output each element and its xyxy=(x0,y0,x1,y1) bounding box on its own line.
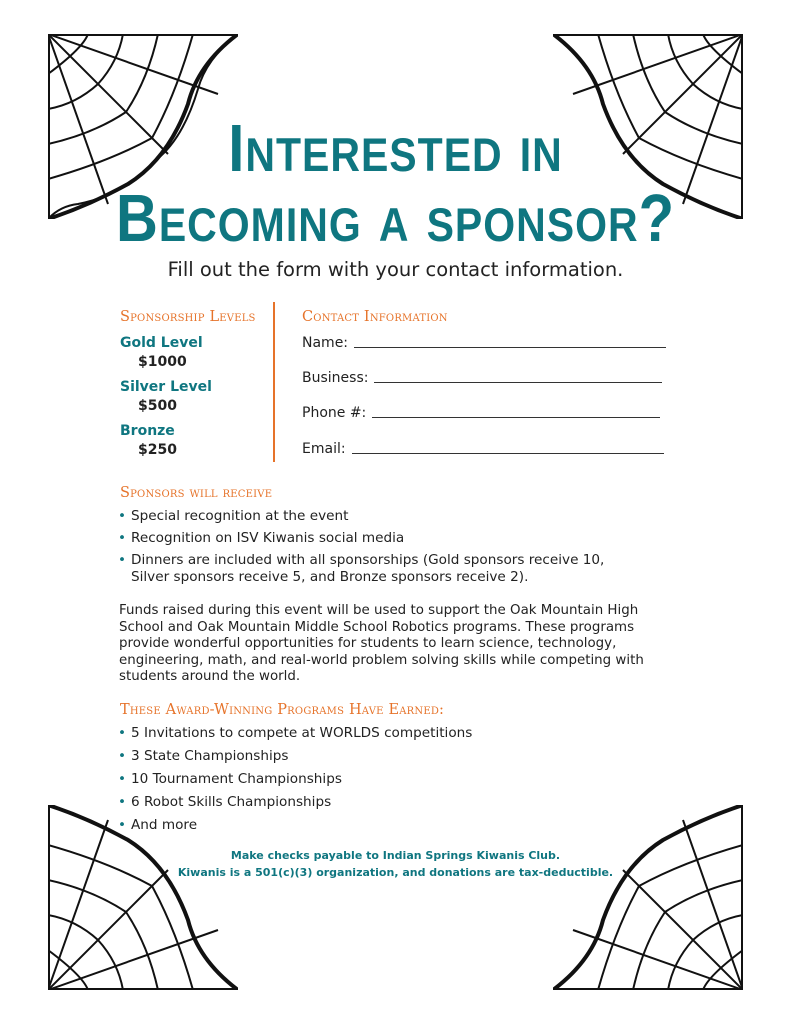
business-input-line[interactable] xyxy=(374,381,662,383)
contact-information-heading: Contact Information xyxy=(302,309,448,325)
bullet-icon: • xyxy=(118,725,127,741)
phone-field[interactable] xyxy=(302,405,660,421)
business-label: Business: xyxy=(302,370,369,386)
level-silver-name: Silver Level xyxy=(120,379,212,395)
business-field[interactable] xyxy=(302,370,662,386)
list-item: • Recognition on ISV Kiwanis social media xyxy=(118,530,405,546)
bullet-icon: • xyxy=(118,530,127,546)
bullet-icon: • xyxy=(118,794,127,810)
list-item-continuation: Silver sponsors receive 5, and Bronze sponsors receive 2). xyxy=(131,569,529,585)
level-gold-name: Gold Level xyxy=(120,335,203,351)
list-item: • Dinners are included with all sponsorships (Gold sponsors receive 10, xyxy=(118,552,605,568)
email-label: Email: xyxy=(302,441,346,457)
phone-input-line[interactable] xyxy=(372,416,660,418)
name-input-line[interactable] xyxy=(354,346,666,348)
award-list xyxy=(118,725,472,834)
bullet-icon: • xyxy=(118,771,127,787)
footer-tax-deductible: Kiwanis is a 501(c)(3) organization, and donations are tax-deductible. xyxy=(177,866,614,879)
list-item: • 6 Robot Skills Championships xyxy=(118,794,332,810)
phone-label: Phone #: xyxy=(302,405,367,421)
sponsors-receive-heading: Sponsors will receive xyxy=(120,485,273,501)
bullet-icon: • xyxy=(118,508,127,524)
title-line-1: Interested in xyxy=(228,111,563,187)
name-label: Name: xyxy=(302,335,349,351)
email-input-line[interactable] xyxy=(352,452,664,454)
bullet-icon: • xyxy=(118,748,127,764)
name-field[interactable] xyxy=(302,335,666,351)
sponsorship-levels-heading: Sponsorship Levels xyxy=(120,309,256,325)
list-item: • And more xyxy=(118,817,198,833)
subtitle: Fill out the form with your contact information. xyxy=(167,258,624,281)
sponsors-receive-list xyxy=(118,508,604,586)
footer-checks-payable: Make checks payable to Indian Springs Kiwanis Club. xyxy=(230,849,561,862)
bullet-icon: • xyxy=(118,817,127,833)
list-item: • 3 State Championships xyxy=(118,748,289,764)
level-bronze-name: Bronze xyxy=(120,423,175,439)
title-line-2: Becoming a sponsor? xyxy=(115,181,676,257)
list-item: • 10 Tournament Championships xyxy=(118,771,342,787)
list-item: • Special recognition at the event xyxy=(118,508,349,524)
level-silver-price: $500 xyxy=(138,398,177,414)
email-field[interactable] xyxy=(302,441,664,457)
bullet-icon: • xyxy=(118,552,127,568)
level-gold-price: $1000 xyxy=(138,354,187,370)
award-heading: These Award-Winning Programs Have Earned: xyxy=(120,702,445,718)
list-item: • 5 Invitations to compete at WORLDS competitions xyxy=(118,725,473,741)
spider-web-bottom-right-icon xyxy=(553,805,743,990)
level-bronze-price: $250 xyxy=(138,442,177,458)
section-divider xyxy=(273,302,275,462)
funds-paragraph: Funds raised during this event will be used to support the Oak Mountain High School and Oak Mountain Middle School Robotics programs. These programs provide wonderful opportunities for students to learn science, technology, engineering, math, and real-world problem solving skills while competing with students around the world. xyxy=(119,603,644,684)
